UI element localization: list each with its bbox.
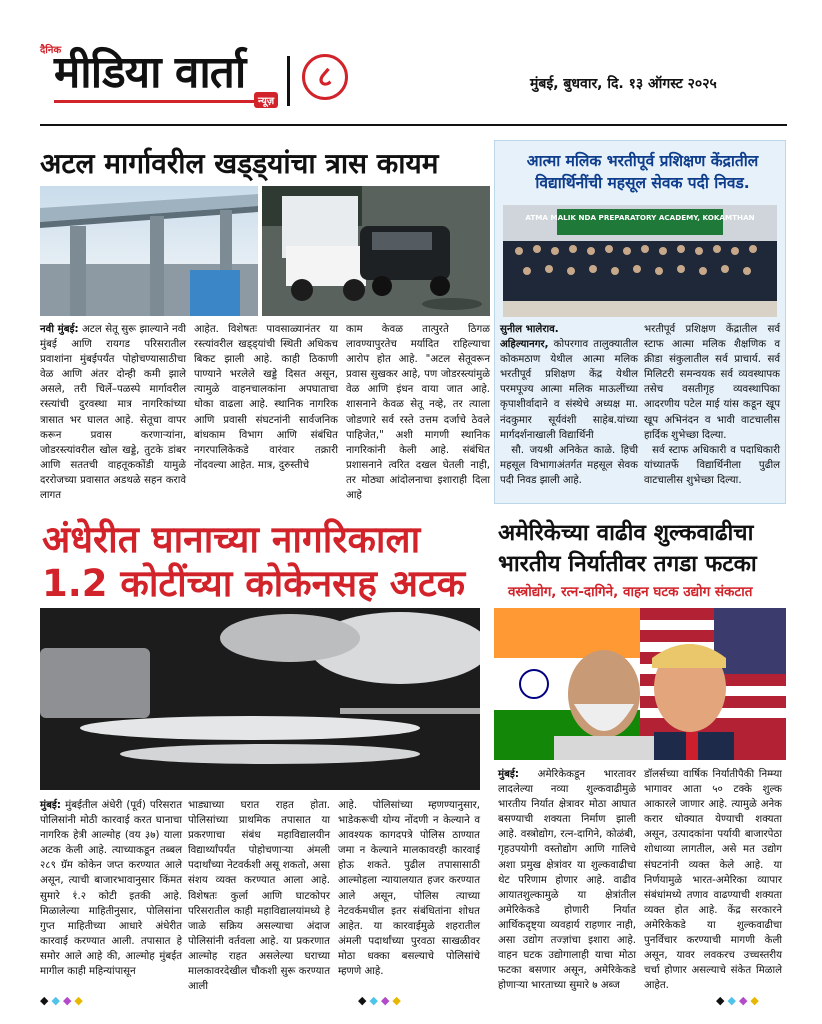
academy-banner-text: ATMA MALIK NDA PREPARATORY ACADEMY, KOKAMTHAN [525,213,755,222]
masthead-underline [54,100,254,103]
story3-headline-line2: 1.2 कोटींच्या कोकेनसह अटक [42,562,466,605]
ornament-diamond: ◆ [358,994,370,1007]
story2-headline: आत्मा मलिक भरतीपूर्व प्रशिक्षण केंद्रातील विद्यार्थिनींची महसूल सेवक पदी निवड. [526,152,759,192]
story2-dateline: अहिल्यानगर, [500,339,549,351]
story4-col1-text: अमेरिकेकडून भारतावर लादलेल्या नव्या शुल्कवाढीमुळे भारतीय निर्यात क्षेत्रावर मोठा आघात बसण्याची शक्यता निर्माण झाली आहे. वस्त्रोद्योग, रत्न-दागिने, कोळंबी, गृहउपयोगी वस्तोद्योग आणि गालिचे अशा प्रमुख क्षेत्रांवर या शुल्कवाढीचा थेट परिणाम होणार आहे. वाढीव आयातशुल्कामुळे या क्षेत्रांतील अमेरिकेकडे होणारी निर्यात आर्थिकदृष्ट्या व्यवहार्य राहणार नाही, असा उद्योग तज्ज्ञांचा इशारा आहे. वाहन घटक उद्योगालाही याचा मोठा फटका बसणार असून, अमेरिकेकडे होणाऱ्या भारताच्या सुमारे ७ अब्ज [498,769,636,992]
ornament-diamond: ◆ [392,994,404,1007]
story1-dateline: नवी मुंबई: [40,324,79,335]
footer-ornament-left-glyphs [40,994,86,1007]
story1-col3: काम केवळ तात्पुरते ठिगळ लावण्यापुरतेच मर्यादित राहिल्याचा आरोप होत आहे. "अटल सेतूवरून प्रवास सुखकर आहे, पण जोडरस्त्यांमुळे वेळ आणि इंधन वाया जात आहे. शासनाने केवळ सेतू नव्हे, तर त्याला जोडणारे सर्व रस्ते उत्तम दर्जाचे ठेवले पाहिजेत," अशी मागणी स्थानिक नागरिकांनी केली आहे. संबंधित प्रशासनाने त्वरित दखल घेतली नाही, तर मोठ्या आंदोलनाचा इशाराही दिला आहे [346,324,490,502]
story3-col2: भाड्याच्या घरात राहत होता. पोलिसांच्या प्राथमिक तपासात या प्रकरणाचा संबंध महाविद्यालयीन विद्यार्थ्यांपर्यंत पोहोचणाऱ्या अंमली पदार्थांच्या नेटवर्कशी असू शकतो, असा संशय व्यक्त करण्यात आला आहे. विशेषतः कुर्ला आणि घाटकोपर परिसरातील काही महाविद्यालयांमध्ये हे जाळे सक्रिय असल्याचा अंदाज पोलिसांनी वर्तवला आहे. या प्रकरणात आल्मोह राहत असलेल्या घराच्या मालकावरदेखील चौकशी सुरू करण्यात आली [188,800,330,993]
ornament-diamond: ◆ [62,994,75,1007]
ornament-diamond: ◆ [750,994,762,1007]
story2-col2b-text: सर्व स्टाफ अधिकारी व पदाधिकारी यांच्यातर्फे विद्यार्थिनीला पुढील वाटचालीस शुभेच्छा दिल्या. [644,444,780,486]
footer-ornament-center [358,994,404,1007]
ornament-diamond: ◆ [380,994,393,1007]
story2-col1b-text: सौ. जयश्री अनिकेत काळे. हिची महसूल विभागाअंतर्गत महसूल सेवक पदी निवड झाली आहे. [500,444,638,486]
story4-subheadline: वस्त्रोद्योग, रत्न-दागिने, वाहन घटक उद्योग संकटात [508,584,753,600]
ornament-diamond: ◆ [40,994,52,1007]
story1-headline: अटल मार्गावरील खड्ड्यांचा त्रास कायम [40,147,439,180]
potholes-road-photo [262,186,490,316]
story4-headline [498,518,757,580]
masthead-tag: दैनिक [40,45,62,56]
ornament-diamond: ◆ [51,994,63,1007]
footer-ornament-center-glyphs [358,994,404,1007]
footer-ornament-right [716,994,762,1007]
bridge-photo [40,186,258,316]
story3-col1 [40,798,182,979]
story2-col1-text: कोपरगाव तालुक्यातील कोकमठाण येथील आत्मा मलिक भरतीपूर्व प्रशिक्षण केंद्र येथील परमपूज्य आत्मा मलिक माऊलींच्या कृपाशीर्वादाने व संस्थेचे अध्यक्ष मा. नंदकुमार सूर्यवंशी साहेब.यांच्या मार्गदर्शनाखाली विद्यार्थिनी [500,339,638,441]
ornament-diamond: ◆ [716,994,728,1007]
story3-headline-line1: अंधेरीत घानाच्या नागरिकाला [42,518,421,561]
cocaine-photo [40,608,480,790]
modi-trump-photo [494,608,786,760]
story4-col1 [498,767,636,993]
story2-col1 [500,322,638,488]
story4-col2: डॉलर्सच्या वार्षिक निर्यातीपैकी निम्म्या भागावर आता ५० टक्के शुल्क आकारले जाणार आहे. त्यामुळे अनेक करार धोक्यात येण्याची शक्यता असून, उत्पादकांना पर्यायी बाजारपेठा शोधाव्या लागतील, असे मत उद्योग संघटनांनी व्यक्त केले आहे. या निर्णयामुळे भारत-अमेरिका व्यापार संबंधांमध्ये तणाव वाढण्याची शक्यता व्यक्त होत आहे. केंद्र सरकारने अमेरिकेकडे या शुल्कवाढीचा पुनर्विचार करण्याची मागणी केली असून, यावर लवकरच उच्चस्तरीय चर्चा होणार असल्याचे संकेत मिळाले आहेत. [644,769,782,992]
masthead-title: मीडिया वार्ता [54,47,246,98]
dateline: मुंबई, बुधवार, दि. १३ ऑगस्ट २०२५ [530,76,717,92]
story1-col2: आहेत. विशेषतः पावसाळ्यानंतर या रस्त्यांवरील खड्ड्यांची स्थिती अधिकच बिकट झाली आहे. काही ठिकाणी पाण्याने भरलेले खड्डे दिसत असून, त्यामुळे वाहनचालकांना अपघाताचा धोका वाढला आहे. स्थानिक नागरिक आणि प्रवासी संघटनांनी सार्वजनिक बांधकाम विभाग आणि संबंधित नगरपालिकेकडे वारंवार तक्रारी नोंदवल्या आहेत. मात्र, दुरुस्तीचे [194,324,338,471]
story4-dateline: मुंबई: [498,769,519,780]
story1-col1 [40,322,186,503]
footer-ornament-right-glyphs [716,994,762,1007]
story3-col1-text: मुंबईतील अंधेरी (पूर्व) परिसरात पोलिसांनी मोठी कारवाई करत घानाचा नागरिक हेत्री आल्मोह (वय ३७) याला अटक केली आहे. त्याच्याकडून तब्बल २८९ ग्रॅम कोकेन जप्त करण्यात आले असून, त्याची बाजारभावानुसार किंमत सुमारे १ं.२ कोटी इतकी आहे. मिळालेल्या माहितीनुसार, पोलिसांना गुप्त माहितीच्या आधारे अंधेरीत कारवाई करण्यात आली. तपासात हे समोर आले आहे की, आल्मोह मुंबईत मागील काही महिन्यांपासून [40,800,182,978]
story2-col2-text: भरतीपूर्व प्रशिक्षण केंद्रातील सर्व स्टाफ आत्मा मलिक शैक्षणिक व क्रीडा संकुलातील सर्व प्राचार्य. सर्व मिलिटरी समन्वयक सर्व व्यवस्थापक तसेच वसतीगृह व्यवस्थापिका आदरणीय पटेल माई यांस कडून खूप खूप अभिनंदन व भावी वाटचालीस हार्दिक शुभेच्छा दिल्या. [644,324,780,441]
story3-col3: आहे. पोलिसांच्या म्हणण्यानुसार, भाडेकरूची योग्य नोंदणी न केल्याने व आवश्यक कागदपत्रे पोलिस ठाण्यात जमा न केल्याने मालकावरही कारवाई होऊ शकते. पुढील तपासासाठी आल्मोहला न्यायालयात हजर करण्यात आले असून, पोलिस त्याच्या नेटवर्कमधील इतर संबंधितांना शोधत आहेत. या कारवाईमुळे शहरातील अंमली पदार्थांच्या पुरवठा साखळीवर मोठा धक्का बसल्याचे पोलिसांचे म्हणणे आहे. [338,800,480,978]
academy-group-photo [503,205,777,317]
top-rule [40,124,787,126]
page-number: ८ [302,54,348,100]
story1-col1-text: अटल सेतू सुरू झाल्याने नवी मुंबई आणि रायगड परिसरातील प्रवाशांना मुंबईपर्यंत पोहोचण्यासाठीचा वेळ आणि अंतर दोन्ही कमी झाले असले, तरी चिर्ले–पळस्पे मार्गावरील रस्त्यांची दुरवस्था मात्र नागरिकांच्या त्रासात भर घालत आहे. सेतूचा वापर करून प्रवास करणाऱ्यांना, जोडरस्त्यांवरील खोल खड्डे, तुटके डांबर आणि सततची वाहतूककोंडी यामुळे दररोजच्या प्रवासात अडथळे सहन करावे लागत [40,324,186,502]
story4-headline-line2: भारतीय निर्यातीवर तगडा फटका [498,551,757,577]
ornament-diamond: ◆ [369,994,381,1007]
story2-byline: सुनील भालेराव. [500,324,559,335]
ornament-diamond: ◆ [738,994,751,1007]
ornament-diamond: ◆ [74,994,86,1007]
masthead-divider [287,56,290,106]
masthead-news-badge: न्यूज़ [254,92,278,108]
story3-headline [42,518,465,606]
ornament-diamond: ◆ [727,994,739,1007]
footer-ornament-left [40,994,86,1007]
story4-headline-line1: अमेरिकेच्या वाढीव शुल्कवाढीचा [498,520,754,546]
story2-col2 [644,322,780,488]
story3-dateline: मुंबई: [40,800,61,811]
